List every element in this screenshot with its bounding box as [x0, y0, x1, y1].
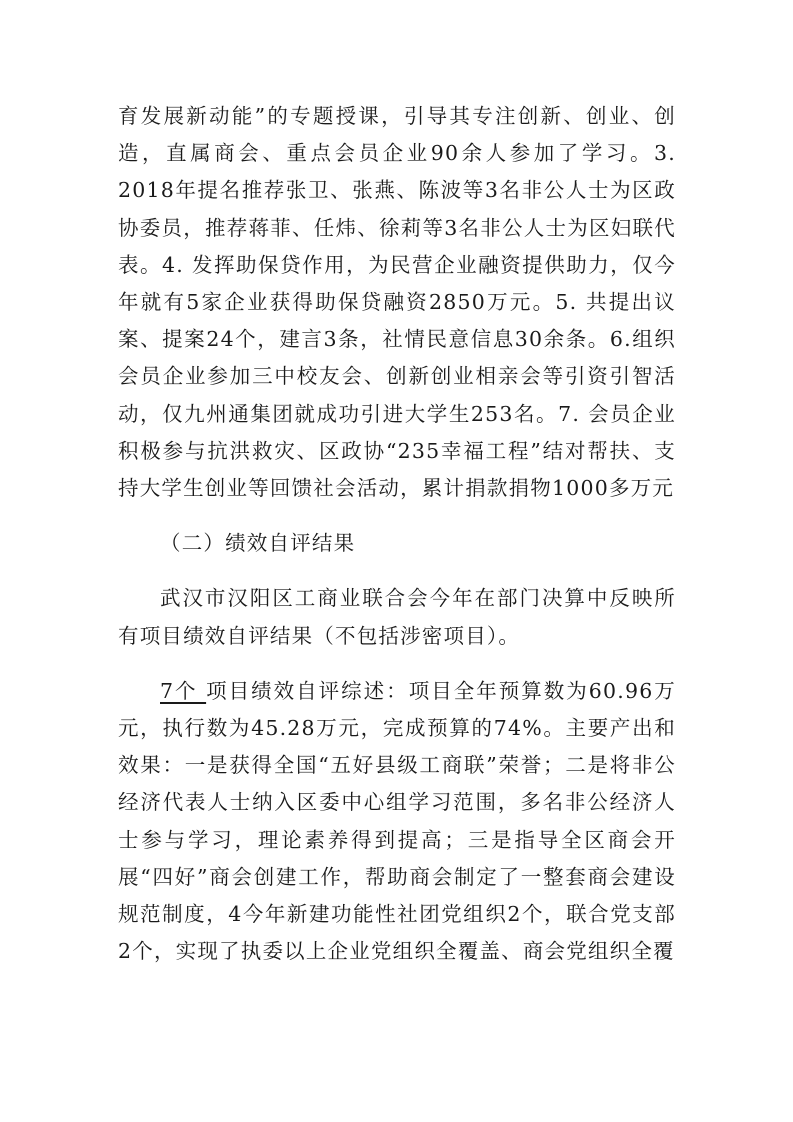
project-count: 7个 [160, 678, 207, 703]
project-summary-text: 项目绩效自评综述：项目全年预算数为60.96万元，执行数为45.28万元，完成预算的74%。主要产出和效果：一是获得全国“五好县级工商联”荣誉；二是将非公经济代表人士纳入区委中心组学习范围，多名非公经济人士参与学习，理论素养得到提高；三是指导全区商会开展“四好”商会创建工作，帮助商会制定了一整套商会建设规范制度，4今年新建功能性社团党组织2个，联合党支部2个，实现了执委以上企业党组织全覆盖、商会党组织全覆 [118, 678, 676, 964]
paragraph-achievements: 育发展新动能”的专题授课，引导其专注创新、创业、创造，直属商会、重点会员企业90余人参加了学习。3. 2018年提名推荐张卫、张燕、陈波等3名非公人士为区政协委员，推荐蒋菲、任炜、徐莉等3名非公人士为区妇联代表。4. 发挥助保贷作用，为民营企业融资提供助力，仅今年就有5家企业获得助保贷融资2850万元。5. 共提出议案、提案24个，建言3条，社情民意信息30余条。6.组织会员企业参加三中校友会、创新创业相亲会等引资引智活动，仅九州通集团就成功引进大学生253名。7. 会员企业积极参与抗洪救灾、区政协“235幸福工程”结对帮扶、支持大学生创业等回馈社会活动，累计捐款捐物1000多万元 [118, 104, 676, 501]
paragraph-scope: 武汉市汉阳区工商业联合会今年在部门决算中反映所有项目绩效自评结果（不包括涉密项目）。 [118, 586, 676, 648]
section-heading-self-evaluation: （二）绩效自评结果 [160, 531, 356, 556]
document-page [118, 98, 676, 970]
paragraph-project-summary [118, 673, 676, 971]
